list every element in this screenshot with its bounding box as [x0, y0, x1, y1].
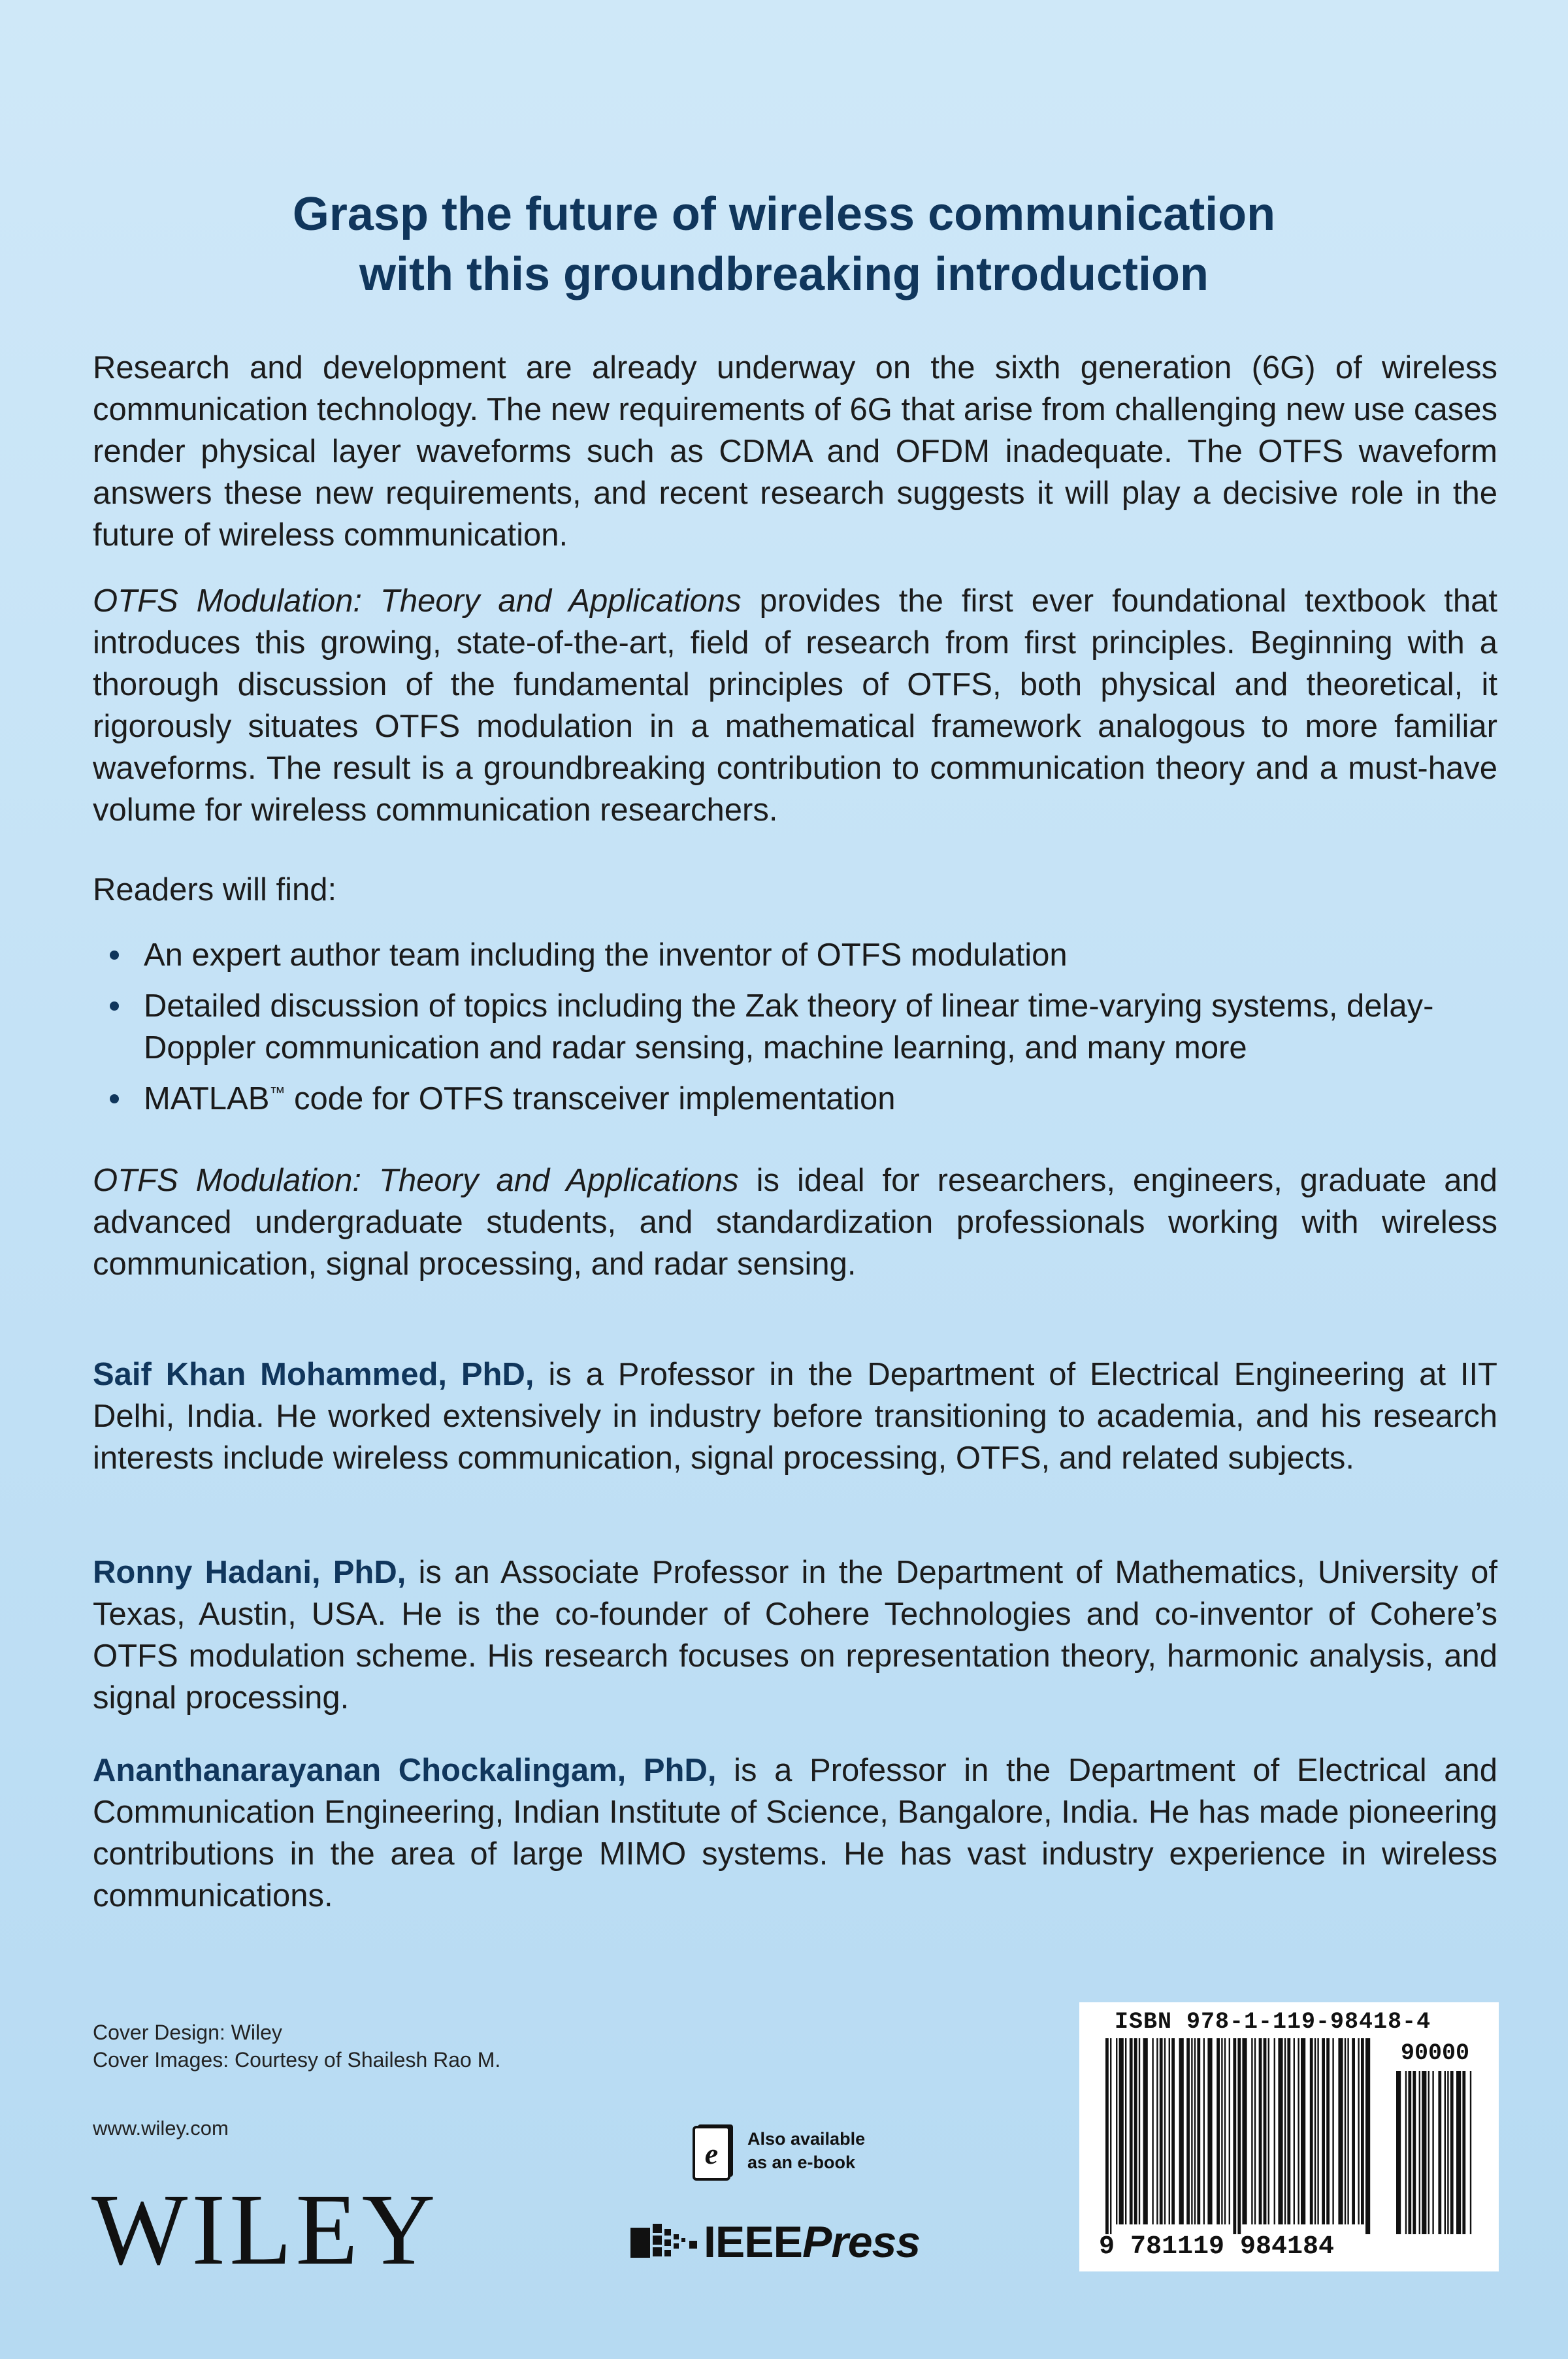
feature-text-matlab: MATLAB [144, 1081, 270, 1116]
book-title-italic: OTFS Modulation: Theory and Applications [93, 583, 742, 619]
barcode-bar [1105, 2038, 1109, 2234]
feature-list-item [93, 985, 1497, 1069]
barcode-bar [1143, 2038, 1148, 2224]
barcode-bar [1298, 2038, 1299, 2224]
author-bio [93, 1749, 1497, 1917]
website-link[interactable]: www.wiley.com [93, 2117, 229, 2139]
barcode-bar [1119, 2038, 1124, 2224]
barcode-bar [1284, 2038, 1286, 2224]
ieee-press-wordmark [704, 2216, 920, 2268]
barcode-bar [1352, 2038, 1355, 2224]
barcode-bar [1345, 2038, 1346, 2224]
barcode-bar [1186, 2038, 1190, 2224]
feature-list [93, 934, 1497, 1129]
barcode-bar [1254, 2038, 1256, 2224]
ebook-badge [691, 2123, 866, 2182]
barcode-bar [1278, 2038, 1282, 2224]
description-text: provides the first ever foundational textbook that introduces this growing, state-of-the-art, field of research from first principles. Beginning with a thorough discussion of the fundamental principles of OTFS, both physical and theoretical, it rigorously situates OTFS modulation in a mathematical framework analogous to more familiar waveforms. The result is a groundbreaking contribution to communication theory and a must-have volume for wireless communication researchers. [93, 583, 1498, 828]
barcode-bar [1408, 2071, 1411, 2234]
barcode-bar [1125, 2038, 1126, 2224]
bullet-icon [110, 1001, 119, 1011]
barcode-bar [1259, 2038, 1262, 2224]
barcode-bar [1447, 2071, 1448, 2234]
barcode-bar [1428, 2071, 1429, 2234]
barcode-bar [1338, 2038, 1343, 2224]
barcode-bar [1164, 2038, 1166, 2224]
description-paragraph [93, 580, 1497, 831]
barcode-bar [1224, 2038, 1226, 2224]
author-name: Ronny Hadani, PhD, [93, 1555, 406, 1590]
barcode-bar [1287, 2038, 1290, 2224]
feature-list-item [93, 1078, 1497, 1120]
closing-text: is ideal for researchers, engineers, graduate and advanced undergraduate students, and standardization professionals working with wireless communication, signal processing, and radar sensing. [93, 1163, 1497, 1282]
ebook-text [747, 2127, 865, 2174]
barcode-bar [1332, 2038, 1333, 2224]
readers-will-find-label: Readers will find: [93, 872, 337, 907]
feature-text: Detailed discussion of topics including the Zak theory of linear time-varying systems, delay-Doppler communication and radar sensing, machine learning, and many more [144, 988, 1434, 1066]
ieee-prefix: IEEE [704, 2217, 802, 2267]
cover-design-credit: Cover Design: Wiley [93, 2021, 282, 2044]
feature-list-item [93, 934, 1497, 976]
barcode-bar [1110, 2038, 1111, 2234]
barcode-bar [1315, 2038, 1316, 2224]
trademark-symbol: ™ [269, 1084, 286, 1102]
ieee-press-logo [630, 2215, 944, 2273]
barcode-bar [1160, 2038, 1163, 2224]
barcode-bar [1413, 2071, 1416, 2234]
barcode-bar [1251, 2038, 1252, 2224]
barcode-bar [1358, 2038, 1359, 2224]
barcode-bar [1264, 2038, 1267, 2224]
e-book-icon [691, 2123, 736, 2181]
barcode-bar [1326, 2038, 1330, 2224]
barcode-bar [1197, 2038, 1200, 2224]
barcode-bar [1274, 2038, 1275, 2224]
ebook-line-1: Also available [747, 2129, 866, 2149]
barcode-bar [1130, 2038, 1133, 2224]
barcode-bars [1099, 2038, 1478, 2234]
isbn-number: ISBN 978-1-119-98418-4 [1115, 2009, 1431, 2035]
author-bio-text: is a Professor in the Department of Electrical and Communication Engineering, Indian Institute of Science, Bangalore, India. He has made pioneering contributions in the area of large MIMO systems. He has vast industry experience in wireless communications. [93, 1753, 1497, 1913]
barcode-bar [1242, 2038, 1247, 2224]
barcode-bar [1317, 2038, 1318, 2224]
barcode-bar [1194, 2038, 1196, 2224]
barcode-bar [1294, 2038, 1295, 2224]
barcode-bar [1419, 2071, 1420, 2234]
barcode-bar [1179, 2038, 1184, 2224]
barcode-bar [1470, 2071, 1471, 2234]
barcode-bar [1217, 2038, 1220, 2224]
cover-credits [93, 2019, 500, 2074]
author-bio-text: is a Professor in the Department of Electrical Engineering at IIT Delhi, India. He worked extensively in industry before transitioning to academia, and his research interests include wireless communication, signal processing, OTFS, and related subjects. [93, 1357, 1497, 1476]
barcode-bar [1221, 2038, 1222, 2224]
headline [91, 184, 1477, 304]
feature-text: An expert author team including the inventor of OTFS modulation [144, 937, 1068, 973]
barcode-bar [1365, 2038, 1370, 2234]
barcode-bar [1156, 2038, 1158, 2224]
barcode-bar [1405, 2071, 1407, 2234]
barcode-bar [1422, 2071, 1426, 2234]
barcode-bar [1169, 2038, 1170, 2224]
barcode-digits: 9 781119 984184 [1099, 2232, 1335, 2262]
barcode-bar [1229, 2038, 1230, 2224]
bullet-icon [110, 1094, 119, 1103]
barcode-bar [1462, 2071, 1465, 2234]
barcode-bar [1361, 2038, 1364, 2224]
intro-paragraph: Research and development are already underway on the sixth generation (6G) of wireless communication technology. The new requirements of 6G that arise from challenging new use cases render physical layer waveforms such as CDMA and OFDM inadequate. The OTFS waveform answers these new requirements, and recent research suggests it will play a decisive role in the future of wireless communication. [93, 350, 1497, 553]
barcode-bar [1191, 2038, 1192, 2224]
headline-line-1: Grasp the future of wireless communication [292, 188, 1276, 240]
barcode-bar [1322, 2038, 1325, 2224]
feature-text-rest: code for OTFS transceiver implementation [285, 1081, 896, 1116]
ieee-press-word: Press [802, 2217, 921, 2267]
closing-paragraph [93, 1160, 1497, 1285]
barcode-bar [1203, 2038, 1205, 2224]
barcode-bar [1438, 2071, 1441, 2234]
barcode-bar [1233, 2038, 1236, 2234]
barcode-bar [1134, 2038, 1137, 2224]
barcode-bar [1171, 2038, 1175, 2224]
ebook-line-2: as an e-book [747, 2153, 856, 2172]
author-bio [93, 1354, 1497, 1479]
headline-line-2: with this groundbreaking introduction [359, 248, 1209, 301]
barcode-bar [1207, 2038, 1212, 2224]
isbn-barcode [1079, 2002, 1499, 2271]
wiley-logo: WILEY [91, 2173, 440, 2286]
barcode-bar [1432, 2071, 1433, 2234]
bullet-icon [110, 951, 119, 960]
barcode-bar [1268, 2038, 1269, 2224]
barcode-bar [1347, 2038, 1348, 2224]
barcode-bar [1139, 2038, 1140, 2224]
author-bio [93, 1552, 1497, 1719]
cover-images-credit: Cover Images: Courtesy of Shailesh Rao M. [93, 2048, 501, 2072]
barcode-bar [1456, 2071, 1461, 2234]
barcode-bar [1450, 2071, 1454, 2234]
barcode-bar [1445, 2071, 1446, 2234]
svg-text:e: e [704, 2137, 719, 2170]
barcode-bar [1310, 2038, 1313, 2224]
author-bio-text: is an Associate Professor in the Department of Mathematics, University of Texas, Austin, USA. He is the co-founder of Cohere Technologies and co-inventor of Cohere’s OTFS modulation scheme. His research focuses on representation theory, harmonic analysis, and signal processing. [93, 1555, 1497, 1716]
book-title-italic: OTFS Modulation: Theory and Applications [93, 1163, 739, 1198]
barcode-bar [1301, 2038, 1305, 2224]
price-code: 90000 [1401, 2040, 1470, 2066]
barcode-bar [1396, 2071, 1401, 2234]
barcode-bar [1152, 2038, 1153, 2224]
author-name: Saif Khan Mohammed, PhD, [93, 1357, 534, 1392]
ieee-pixel-mark-icon [630, 2221, 699, 2262]
barcode-bar [1237, 2038, 1241, 2234]
author-name: Ananthanarayanan Chockalingam, PhD, [93, 1753, 717, 1788]
barcode-bar [1116, 2038, 1117, 2224]
